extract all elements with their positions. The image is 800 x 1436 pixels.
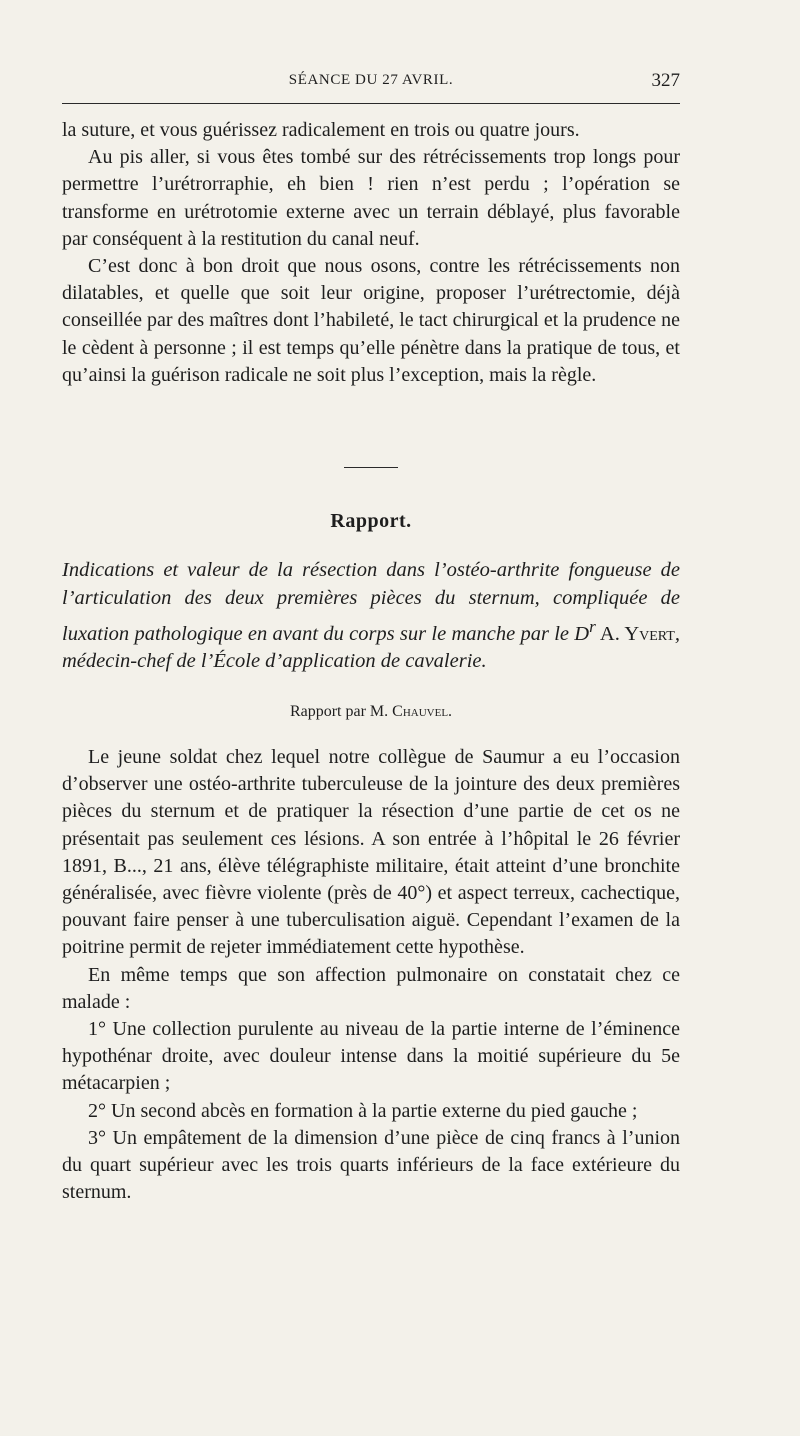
text-block-urethrectomy xyxy=(62,117,680,389)
list-item: 2° Un second abcès en formation à la partie externe du pied gauche ; xyxy=(88,1099,638,1122)
report-title-initial: A. xyxy=(595,622,625,645)
text-block-case xyxy=(62,744,680,1206)
paragraph: En même temps que son affection pulmonaire on constatait chez ce malade : xyxy=(62,963,680,1013)
header-rule xyxy=(62,103,680,104)
report-title-affiliation: , médecin-chef de l’École d’application de cavalerie. xyxy=(62,622,680,673)
report-title xyxy=(62,557,680,676)
paragraph: C’est donc à bon droit que nous osons, contre les rétrécissements non dilatables, et quelle que soit leur origine, proposer l’urétrectomie, déjà conseillée par des maîtres dont l’habileté, le tact chirurgical et la prudence ne le cèdent à personne ; il est temps qu’elle pénètre dans la pratique de tous, et qu’ainsi la guérison radicale ne soit plus l’exception, mais la règle. xyxy=(62,255,680,386)
report-title-superscript: r xyxy=(589,616,596,636)
paragraph: Au pis aller, si vous êtes tombé sur des rétrécissements trop longs pour permettre l’urétrorraphie, eh bien ! rien n’est perdu ; l’opération se transforme en urétrotomie externe avec un terrain déblayé, plus favorable par conséquent à la restitution du canal neuf. xyxy=(62,146,680,250)
byline-prefix: Rapport par M. xyxy=(289,703,393,720)
running-head-title: SÉANCE DU 27 AVRIL. xyxy=(288,72,454,88)
running-head xyxy=(62,70,680,94)
page-number: 327 xyxy=(651,70,680,91)
section-title: Rapport. xyxy=(330,510,412,532)
list-item: 1° Une collection purulente au niveau de la partie interne de l’éminence hypothénar droite, avec douleur intense dans la moitié supérieure du 5e métacarpien ; xyxy=(62,1018,680,1095)
report-author-name: Yvert xyxy=(624,622,675,645)
list-item: 3° Un empâtement de la dimension d’une pièce de cinq francs à l’union du quart supérieur avec les trois quarts inférieurs de la face extérieure du sternum. xyxy=(62,1126,680,1204)
report-title-text: Indications et valeur de la résection dans l’ostéo-arthrite fongueuse de l’articulation des deux premières pièces du sternum, compliquée de luxation pathologique en avant du corps sur le manche par le D xyxy=(62,559,680,645)
paragraph: Le jeune soldat chez lequel notre collègue de Saumur a eu l’occasion d’observer une ostéo-arthrite tuberculeuse de la jointure des deux premières pièces du sternum et de pratiquer la résection d’une partie de cet os ne présentait pas seulement ces lésions. A son entrée à l’hôpital le 26 février 1891, B..., 21 ans, élève télégraphiste militaire, était atteint d’une bronchite généralisée, avec fièvre violente (près de 40°) et aspect terreux, cachectique, pouvant faire penser à une tuberculisation aiguë. Cependant l’examen de la poitrine permit de rejeter immédiatement cette hypothèse. xyxy=(62,746,680,959)
report-byline xyxy=(62,703,680,721)
paragraph: la suture, et vous guérissez radicalement en trois ou quatre jours. xyxy=(62,119,580,141)
byline-name: Chauvel. xyxy=(392,703,453,720)
section-separator xyxy=(344,467,398,468)
